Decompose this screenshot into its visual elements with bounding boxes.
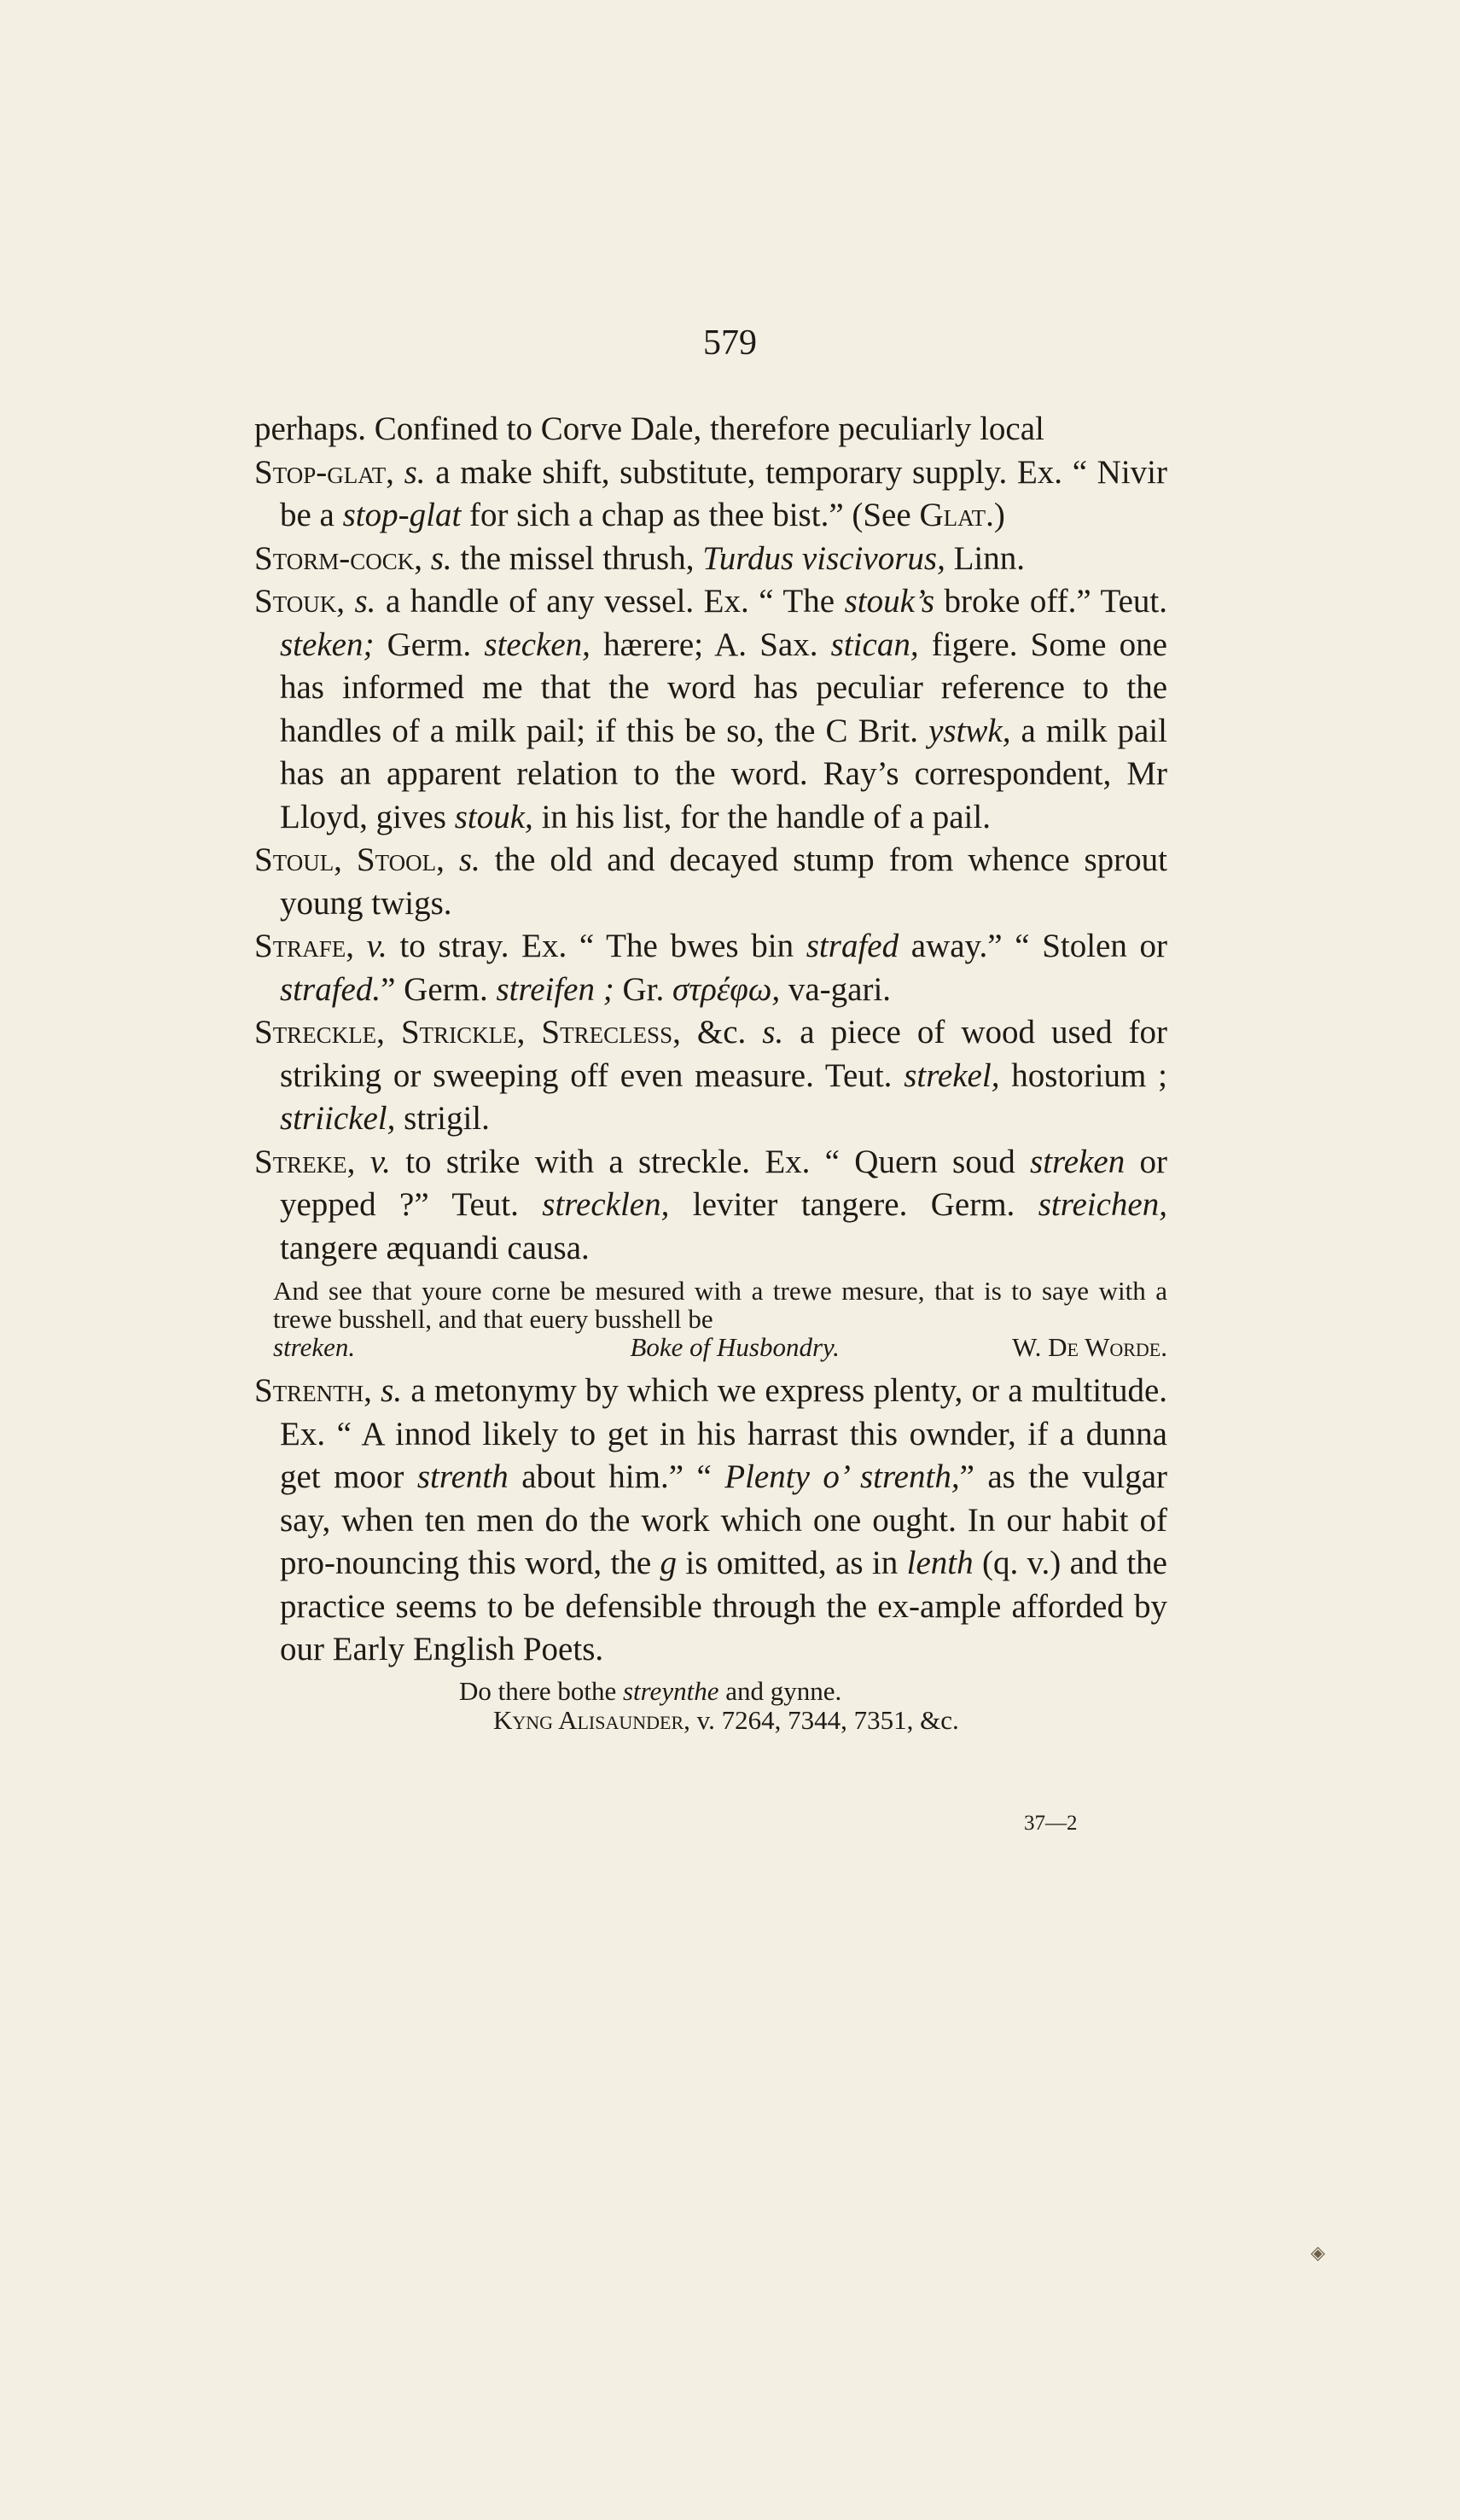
definition-text: &c. [696,1014,747,1050]
signature-mark: 37—2 [1024,1812,1078,1835]
cognate-word: strekel, [904,1056,1000,1094]
definition-text: ” as the vulgar say, when ten men do the work which one ought. In our habit of pro-nouncing this word, the [280,1458,1168,1581]
example-word: strenth [416,1458,509,1495]
example-word: stouk’s [844,583,935,620]
definition-text: in his list, for the handle of a pail. [532,798,991,835]
definition-text: Germ. [374,626,485,663]
example-phrase: Plenty o’ strenth, [724,1458,960,1495]
example-word: streken [1030,1143,1126,1180]
headword: Stoul, Stool, [254,841,445,878]
headword: Strafe, [254,928,354,964]
headword: Strenth, [254,1372,372,1409]
definition-text: figere. Some one has informed me that the word has peculiar reference to the handles of a milk pail; if this be so, the C Brit. [280,626,1167,749]
part-of-speech: s. [430,539,452,577]
entry-strenth [254,1370,1167,1672]
part-of-speech: s. [381,1372,403,1409]
cross-reference: lenth [906,1545,974,1581]
definition-text: ” Germ. [381,970,497,1008]
continuation-paragraph [254,408,1167,451]
definition-text: a handle of any vessel. Ex. “ The [385,583,845,620]
entry-stoul [254,839,1167,925]
cognate-word: strecklen, [542,1186,670,1223]
definition-text: to stray. Ex. “ The bwes bin [399,928,806,964]
part-of-speech: v. [369,1143,391,1180]
definition-text: Linn. [945,539,1025,577]
definition-text: to strike with a streckle. Ex. “ Quern soud [405,1143,1031,1180]
greek-word: στρέφω, [672,970,781,1008]
headword: Streckle, Strickle, Strecless, [254,1014,681,1050]
quotation-husbondry [273,1277,1167,1361]
part-of-speech: s. [458,841,480,878]
cognate-word: steken; [280,626,375,663]
definition-text: or yepped ?” Teut. [280,1143,1167,1223]
part-of-speech: s. [404,453,426,491]
cognate-word: streifen ; [496,970,614,1008]
definition-text: about him.” “ [508,1458,725,1495]
definition-text: is omitted, as in [677,1545,907,1581]
headword: Stouk, [254,583,345,620]
cross-reference: Glat. [919,497,994,533]
entry-streke [254,1141,1167,1271]
headword: Stop-glat, [254,453,394,491]
entry-stop-glat [254,451,1167,538]
quotation-text: And see that youre corne be mesured with a trewe mesure, that is to saye with a trewe busshell, and that euery busshell be [273,1276,1167,1334]
example-word: strafed [806,928,899,964]
definition-text: tangere æquandi causa. [280,1229,590,1266]
margin-ornament-icon: ◈ [1311,2242,1325,2263]
definition-text: away.” “ Stolen or [899,928,1168,964]
species-name: Turdus viscivorus, [702,539,945,577]
definition-text: the old and decayed stump from whence sprout young twigs. [280,841,1168,922]
cognate-word: streichen, [1038,1186,1167,1223]
headword: Streke, [254,1143,356,1180]
definition-text: the missel thrush, [460,539,703,577]
definition-text: a milk pail has an apparent relation to the word. Ray’s correspondent, Mr Lloyd, gives [280,712,1167,835]
quotation-word: streynthe [622,1675,719,1706]
source-title: Boke of Husbondry. [630,1332,840,1362]
definition-text: hærere; A. Sax. [590,626,831,663]
entry-streckle [254,1011,1167,1141]
definition-text: a metonymy by which we express plenty, or a multitude. Ex. “ A innod likely to get in his harrast this ownder, if a dunna get moor [280,1372,1168,1495]
part-of-speech: s. [354,583,376,620]
example-word: stouk, [454,798,533,835]
source-reference: v. 7264, 7344, 7351, &c. [696,1704,959,1735]
continuation-text: perhaps. Confined to Corve Dale, therefore peculiarly local [254,410,1044,447]
definition-text: (q. v.) and the practice seems to be defensible through the ex-ample afforded by our Early English Poets. [280,1545,1167,1667]
quotation-word: streken. [273,1332,356,1362]
definition-text: for sich a chap as thee bist.” (See [461,497,920,533]
definition-text: broke off.” Teut. [934,583,1168,620]
entry-stouk [254,580,1167,839]
entry-strafe [254,925,1167,1011]
quotation-attribution [493,1706,1167,1735]
glossary-text [254,408,1167,1735]
quotation-attribution-line [273,1333,1167,1361]
definition-text: leviter tangere. Germ. [669,1186,1038,1223]
definition-text: ) [993,497,1005,533]
entry-storm-cock [254,538,1167,581]
quotation-text: Do there bothe [459,1675,623,1706]
part-of-speech: v. [366,928,387,964]
example-word: stop-glat [342,497,462,533]
part-of-speech: s. [762,1014,784,1050]
example-word: strafed. [280,970,381,1008]
letter: g [660,1545,678,1581]
cognate-word: ystwk, [928,712,1011,749]
quotation-alisaunder [459,1677,1167,1735]
cognate-word: striickel, [280,1100,396,1137]
cognate-word: stican, [830,626,919,663]
definition-text: a piece of wood used for striking or sweeping off even measure. Teut. [280,1014,1167,1094]
definition-text: va-gari. [780,970,892,1008]
definition-text: Gr. [614,970,672,1008]
definition-text: strigil. [395,1100,490,1137]
source-author: W. De Worde. [1012,1332,1167,1362]
cognate-word: stecken, [484,626,590,663]
page-number: 579 [703,323,757,363]
definition-text: hostorium ; [999,1056,1167,1094]
definition-text: a make shift, substitute, temporary supply. Ex. “ Nivir be a [280,453,1168,533]
headword: Storm-cock, [254,539,422,577]
quotation-text: and gynne. [718,1675,842,1706]
source-title: Kyng Alisaunder, [493,1704,690,1735]
